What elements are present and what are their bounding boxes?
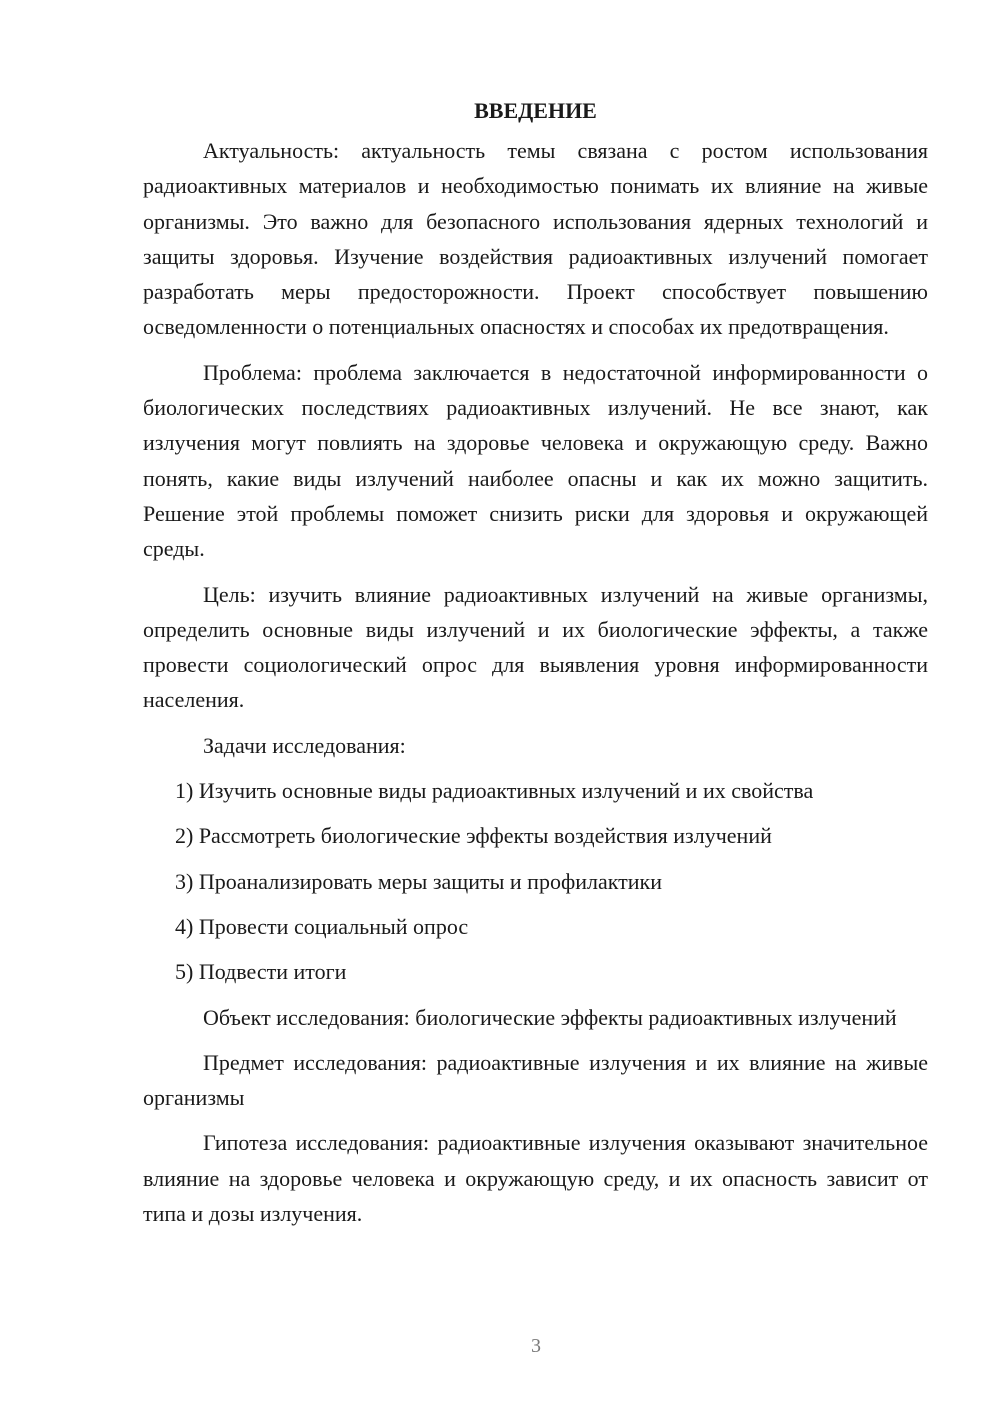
list-item: 1) Изучить основные виды радиоактивных излучений и их свойства [175, 778, 814, 804]
list-item: 4) Провести социальный опрос [175, 913, 469, 939]
paragraph-problem: Проблема: проблема заключается в недостаточной информированности о биологических последствиях радиоактивных излучений. Не все знают, как излучения могут повлиять на здоровье человека и окружающую среду. Важно понять, какие виды излучений наиболее опасны и как их можно защитить. Решение этой проблемы поможет снизить риски для здоровья и окружающей среды. [143, 359, 928, 562]
page-number: 3 [531, 1335, 541, 1357]
paragraph-tasks-heading: Задачи исследования: [203, 732, 406, 758]
list-item: 3) Проанализировать меры защиты и профилактики [175, 868, 662, 894]
section-title: ВВЕДЕНИЕ [474, 98, 597, 123]
paragraph-object: Объект исследования: биологические эффекты радиоактивных излучений [203, 1004, 897, 1030]
paragraph-relevance: Актуальность: актуальность темы связана с ростом использования радиоактивных материалов и необходимостью понимать их влияние на живые организмы. Это важно для безопасного использования ядерных технологий и защиты здоровья. Изучение воздействия радиоактивных излучений помогает разработать меры предосторожности. Проект способствует повышению осведомленности о потенциальных опасностях и способах их предотвращения. [143, 138, 928, 340]
tasks-list [143, 773, 928, 989]
paragraph-subject: Предмет исследования: радиоактивные излучения и их влияние на живые организмы [143, 1049, 928, 1111]
list-item: 5) Подвести итоги [175, 959, 347, 985]
document-page [143, 95, 928, 1241]
list-item: 2) Рассмотреть биологические эффекты воздействия излучений [175, 823, 772, 849]
paragraph-hypothesis: Гипотеза исследования: радиоактивные излучения оказывают значительное влияние на здоровье человека и окружающую среду, и их опасность зависит от типа и дозы излучения. [143, 1130, 928, 1227]
paragraph-goal: Цель: изучить влияние радиоактивных излучений на живые организмы, определить основные виды излучений и их биологические эффекты, а также провести социологический опрос для выявления уровня информированности населения. [143, 581, 928, 713]
